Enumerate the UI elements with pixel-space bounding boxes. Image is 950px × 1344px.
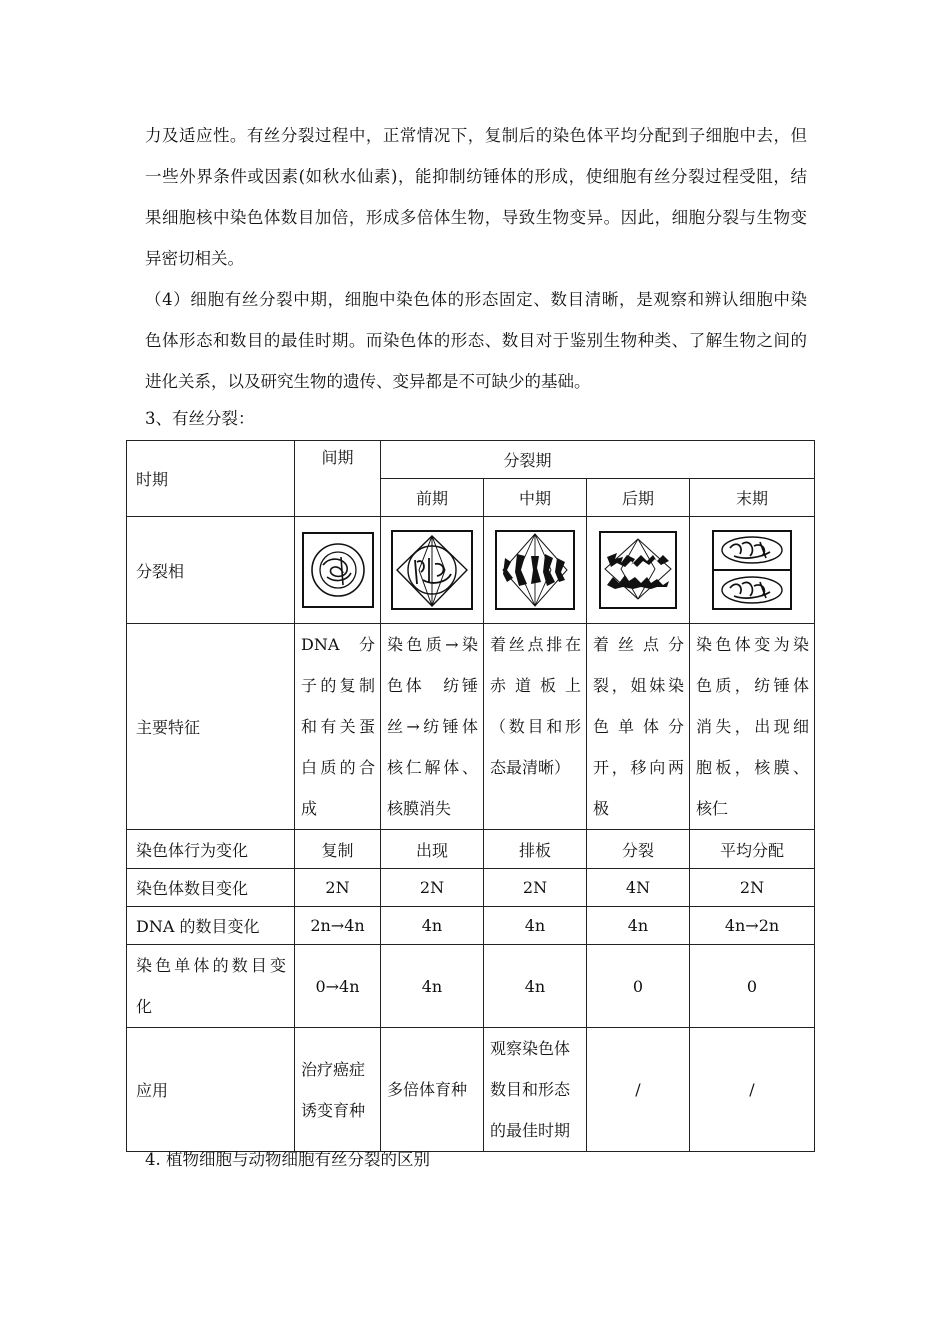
chromosome-count-label: 染色体数目变化 (127, 869, 295, 907)
metaphase-cell-icon (493, 528, 577, 612)
feature-line: 开，移向两 (593, 758, 684, 777)
dna-count-cell: 4n→2n (690, 907, 815, 945)
chromatid-count-cell: 0 (690, 945, 815, 1028)
application-line: 诱变育种 (301, 1100, 366, 1120)
feature-line: （数目和形 (490, 717, 581, 736)
application-cell (484, 1028, 587, 1152)
chromosome-count-cell: 2N (690, 869, 815, 907)
metaphase-figure-cell (484, 517, 587, 624)
prophase-header: 前期 (381, 479, 484, 517)
dna-count-cell: 4n (587, 907, 690, 945)
label-line: 化 (136, 997, 153, 1016)
application-cell: / (690, 1028, 815, 1152)
behavior-cell: 复制 (295, 830, 381, 869)
application-line: 治疗癌症 (301, 1059, 366, 1079)
prophase-features (381, 624, 484, 830)
application-line: 观察染色体 (490, 1039, 571, 1058)
chromosome-count-cell: 4N (587, 869, 690, 907)
interphase-figure-cell (295, 517, 381, 624)
anaphase-figure-cell (587, 517, 690, 624)
chromosome-behavior-label: 染色体行为变化 (127, 830, 295, 869)
feature-line: DNA 分 (301, 635, 375, 654)
interphase-header: 间期 (295, 441, 381, 517)
prophase-cell-icon (389, 528, 475, 612)
behavior-cell: 排板 (484, 830, 587, 869)
anaphase-cell-icon (597, 529, 679, 611)
feature-line: 极 (593, 799, 610, 818)
application-label: 应用 (127, 1028, 295, 1152)
application-cell (295, 1028, 381, 1152)
text-line: 力及适应性。有丝分裂过程中，正常情况下，复制后的染色体平均分配到子细胞中去，但 (145, 126, 807, 145)
section-heading-3: 3、有丝分裂： (145, 409, 255, 428)
chromosome-count-cell: 2N (295, 869, 381, 907)
feature-line: 染色体变为染 (696, 635, 809, 654)
dna-count-cell: 4n (484, 907, 587, 945)
chromatid-count-cell: 0→4n (295, 945, 381, 1028)
behavior-cell: 平均分配 (690, 830, 815, 869)
feature-line: 态最清晰） (490, 758, 571, 777)
anaphase-header: 后期 (587, 479, 690, 517)
chromosome-count-cell: 2N (381, 869, 484, 907)
application-cell (381, 1028, 484, 1152)
feature-line: 着丝点排在 (490, 635, 581, 654)
telophase-features (690, 624, 815, 830)
feature-line: 核仁解体、 (387, 758, 478, 777)
metaphase-features (484, 624, 587, 830)
feature-line: 色体 纺锤 (387, 676, 478, 695)
chromatid-count-cell: 0 (587, 945, 690, 1028)
text-line: 色体形态和数目的最佳时期。而染色体的形态、数目对于鉴别生物种类、了解生物之间的 (145, 331, 807, 350)
application-line: 的最佳时期 (490, 1121, 571, 1140)
text-line: 进化关系，以及研究生物的遗传、变异都是不可缺少的基础。 (145, 372, 591, 391)
period-header: 时期 (127, 441, 295, 517)
feature-line: 丝→纺锤体 (387, 717, 478, 736)
label-line: 染色单体的数目变 (136, 956, 286, 975)
text-line: 异密切相关。 (145, 249, 244, 268)
application-cell: / (587, 1028, 690, 1152)
metaphase-header: 中期 (484, 479, 587, 517)
feature-line: 和有关蛋 (301, 717, 375, 736)
feature-line: 色质，纺锤体 (696, 676, 809, 695)
chromatid-count-cell: 4n (484, 945, 587, 1028)
dna-count-cell: 2n→4n (295, 907, 381, 945)
feature-line: 消失，出现细 (696, 717, 809, 736)
prophase-figure-cell (381, 517, 484, 624)
main-features-label: 主要特征 (127, 624, 295, 830)
interphase-cell-icon (301, 529, 375, 611)
feature-line: 核仁 (696, 799, 729, 818)
mitosis-table (126, 440, 815, 1152)
phase-figure-label: 分裂相 (127, 517, 295, 624)
feature-line: 核膜消失 (387, 799, 452, 818)
application-line: 多倍体育种 (387, 1080, 468, 1099)
text-line: 果细胞核中染色体数目加倍，形成多倍体生物，导致生物变异。因此，细胞分裂与生物变 (145, 208, 807, 227)
application-line: 数目和形态 (490, 1080, 571, 1099)
chromosome-count-cell: 2N (484, 869, 587, 907)
feature-line: 裂，姐妹染 (593, 676, 684, 695)
feature-line: 胞板，核膜、 (696, 758, 809, 777)
telophase-header: 末期 (690, 479, 815, 517)
feature-line: 着丝点分 (593, 635, 684, 654)
paragraph-continuation (145, 115, 807, 279)
feature-line: 成 (301, 799, 318, 818)
feature-line: 白质的合 (301, 758, 375, 777)
feature-line: 子的复制 (301, 676, 375, 695)
feature-line: 赤道板上 (490, 676, 581, 695)
telophase-figure-cell (690, 517, 815, 624)
behavior-cell: 分裂 (587, 830, 690, 869)
dna-count-cell: 4n (381, 907, 484, 945)
paragraph-point-4 (145, 279, 807, 402)
feature-line: 染色质→染 (387, 635, 478, 654)
dna-count-label: DNA 的数目变化 (127, 907, 295, 945)
chromatid-count-label (127, 945, 295, 1028)
anaphase-features (587, 624, 690, 830)
behavior-cell: 出现 (381, 830, 484, 869)
text-line: （4）细胞有丝分裂中期，细胞中染色体的形态固定、数目清晰，是观察和辨认细胞中染 (145, 290, 807, 309)
section-heading-4: 4. 植物细胞与动物细胞有丝分裂的区别 (145, 1150, 430, 1169)
interphase-features (295, 624, 381, 830)
division-phase-header: 分裂期 (381, 441, 815, 479)
telophase-cell-icon (710, 528, 794, 612)
feature-line: 色单体分 (593, 717, 684, 736)
text-line: 一些外界条件或因素(如秋水仙素)，能抑制纺锤体的形成，使细胞有丝分裂过程受阻，结 (145, 167, 807, 186)
chromatid-count-cell: 4n (381, 945, 484, 1028)
